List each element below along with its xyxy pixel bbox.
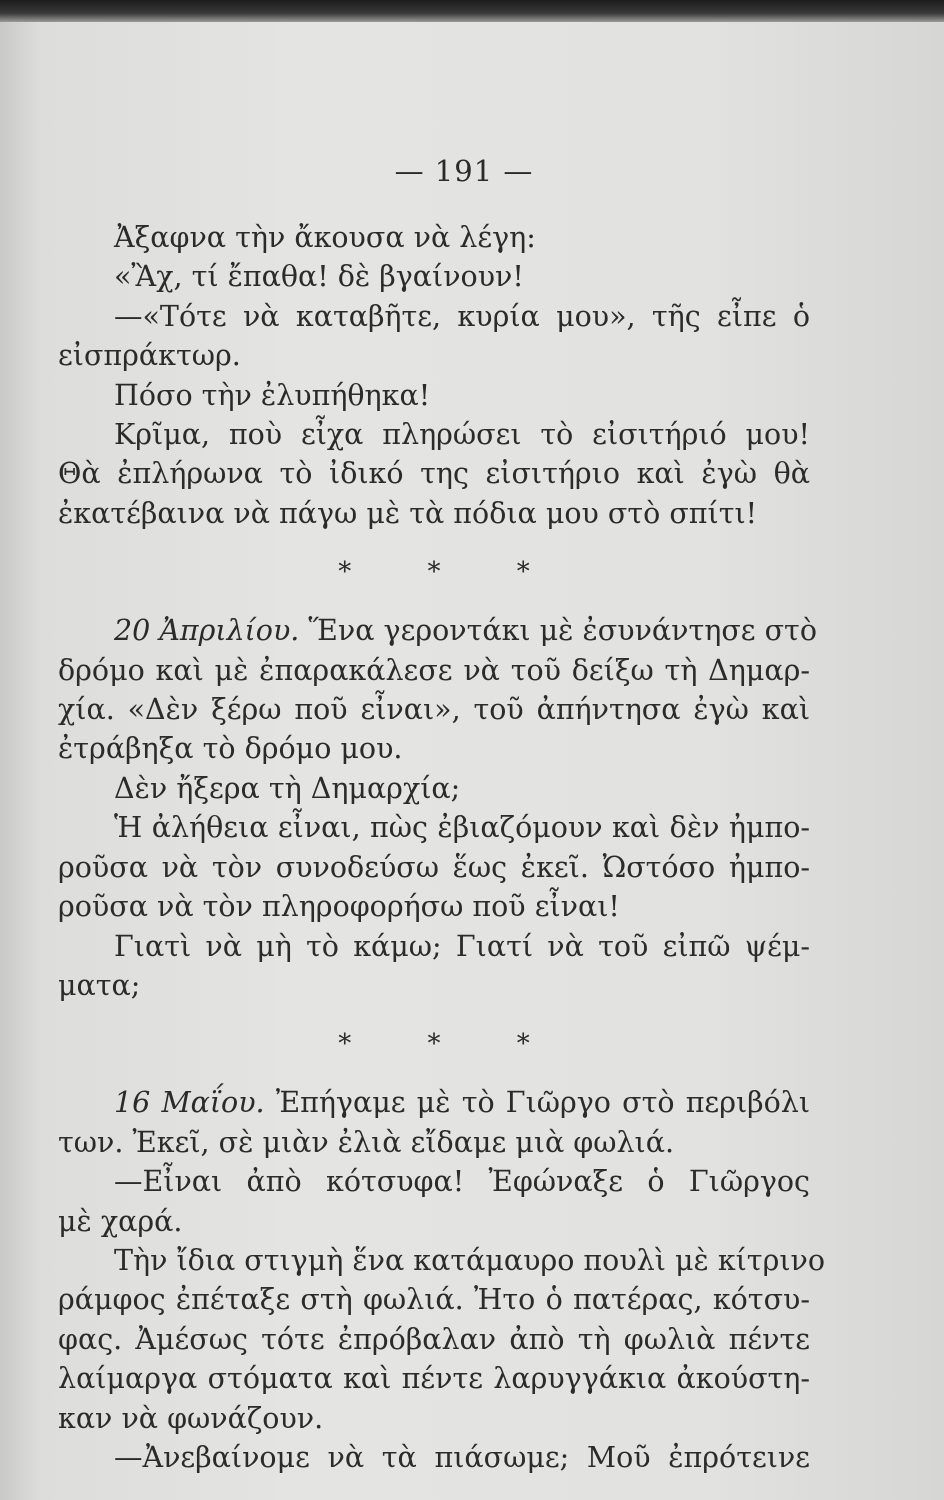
text-line bbox=[58, 651, 810, 690]
text-line bbox=[58, 494, 810, 533]
text-line bbox=[58, 848, 810, 887]
text-line-content: φας. Ἀμέσως τότε ἐπρόβαλαν ἀπὸ τὴ φωλιὰ πέντε bbox=[58, 1322, 810, 1356]
text-line-content: ροῦσα νὰ τὸν συνοδεύσω ἕως ἐκεῖ. Ὠστόσο ἠμπο- bbox=[58, 850, 810, 884]
text-line-content: «Ἂχ, τί ἔπαθα! δὲ βγαίνουν! bbox=[114, 260, 524, 294]
text-line-content: ροῦσα νὰ τὸν πληροφορήσω ποῦ εἶναι! bbox=[58, 890, 620, 924]
text-line bbox=[58, 336, 810, 375]
scan-top-edge bbox=[0, 0, 944, 22]
text-line-content: Ἡ ἀλήθεια εἶναι, πὼς ἐβιαζόμουν καὶ δὲν ἠμπο- bbox=[114, 811, 810, 845]
diary-date: 16 Μαΐου. bbox=[114, 1086, 265, 1120]
text-line bbox=[58, 729, 810, 768]
text-line-content: δρόμο καὶ μὲ ἐπαρακάλεσε νὰ τοῦ δείξω τὴ Δημαρ- bbox=[58, 653, 810, 687]
text-line-content: Πόσο τὴν ἐλυπήθηκα! bbox=[114, 378, 431, 412]
text-line-content: ἐκατέβαινα νὰ πάγω μὲ τὰ πόδια μου στὸ σπίτι! bbox=[58, 496, 758, 530]
text-line-content: χία. «Δὲν ξέρω ποῦ εἶναι», τοῦ ἀπήντησα ἐγὼ καὶ bbox=[58, 693, 810, 727]
text-line bbox=[58, 218, 810, 257]
text-line-content: Τὴν ἴδια στιγμὴ ἕνα κατάμαυρο πουλὶ μὲ κίτρινο bbox=[114, 1243, 825, 1277]
text-line bbox=[58, 297, 810, 336]
text-line-content: εἰσπράκτωρ. bbox=[58, 339, 241, 373]
text-line bbox=[58, 690, 810, 729]
text-line bbox=[58, 1399, 810, 1438]
text-line bbox=[58, 808, 810, 847]
text-line bbox=[58, 1202, 810, 1241]
text-line bbox=[58, 415, 810, 454]
text-line bbox=[58, 1123, 810, 1162]
text-line-content: Γιατὶ νὰ μὴ τὸ κάμω; Γιατί νὰ τοῦ εἰπῶ ψέμ- bbox=[114, 929, 810, 963]
text-line-content: ράμφος ἐπέταξε στὴ φωλιά. Ἠτο ὁ πατέρας, κότσυ- bbox=[58, 1283, 810, 1317]
section-divider-stars: * * * bbox=[338, 557, 564, 588]
text-line-content: Ἐπήγαμε μὲ τὸ Γιῶργο στὸ περιβόλι bbox=[275, 1086, 810, 1120]
text-line bbox=[58, 887, 810, 926]
text-line bbox=[58, 1320, 810, 1359]
text-line-content: καν νὰ φωνάζουν. bbox=[58, 1401, 324, 1435]
text-line bbox=[58, 454, 810, 493]
text-line bbox=[58, 769, 810, 808]
text-line-content: —«Τότε νὰ καταβῆτε, κυρία μου», τῆς εἶπε ὁ bbox=[114, 299, 810, 333]
text-line-content: των. Ἐκεῖ, σὲ μιὰν ἐλιὰ εἴδαμε μιὰ φωλιά. bbox=[58, 1125, 675, 1159]
text-line-content: λαίμαργα στόματα καὶ πέντε λαρυγγάκια ἀκούστη- bbox=[58, 1362, 810, 1396]
text-line bbox=[58, 1162, 810, 1201]
text-line-content: Ἀξαφνα τὴν ἄκουσα νὰ λέγη: bbox=[114, 221, 536, 254]
diary-date: 20 Ἀπριλίου. bbox=[114, 614, 300, 648]
section-divider-stars: * * * bbox=[338, 1029, 564, 1060]
text-line bbox=[58, 257, 810, 296]
text-line-content: Κρῖμα, ποὺ εἶχα πληρώσει τὸ εἰσιτήριό μου! bbox=[114, 418, 810, 452]
text-line bbox=[58, 1241, 825, 1280]
text-line-content: Θὰ ἐπλήρωνα τὸ ἰδικό της εἰσιτήριο καὶ ἐγὼ θὰ bbox=[58, 457, 810, 491]
text-line-content: μὲ χαρά. bbox=[58, 1204, 183, 1238]
book-page bbox=[0, 22, 944, 1500]
text-line bbox=[58, 611, 817, 650]
text-line-content: Δὲν ἤξερα τὴ Δημαρχία; bbox=[114, 771, 461, 805]
text-line-content: ἐτράβηξα τὸ δρόμο μου. bbox=[58, 732, 403, 766]
text-line bbox=[58, 1083, 810, 1122]
text-line bbox=[58, 1359, 810, 1398]
body-text bbox=[58, 218, 825, 1477]
text-line bbox=[58, 1438, 810, 1477]
text-line-content: ματα; bbox=[58, 968, 141, 1002]
text-line-content: —Εἶναι ἀπὸ κότσυφα! Ἐφώναξε ὁ Γιῶργος bbox=[114, 1165, 810, 1199]
text-line bbox=[58, 1280, 810, 1319]
text-line bbox=[58, 927, 810, 966]
text-line-content: —Ἀνεβαίνομε νὰ τὰ πιάσωμε; Μοῦ ἐπρότεινε bbox=[114, 1440, 810, 1474]
text-line bbox=[58, 966, 810, 1005]
text-line-content: Ἕνα γεροντάκι μὲ ἐσυνάντησε στὸ bbox=[308, 614, 817, 648]
text-line bbox=[58, 376, 810, 415]
page-number: — 191 — bbox=[394, 154, 534, 188]
